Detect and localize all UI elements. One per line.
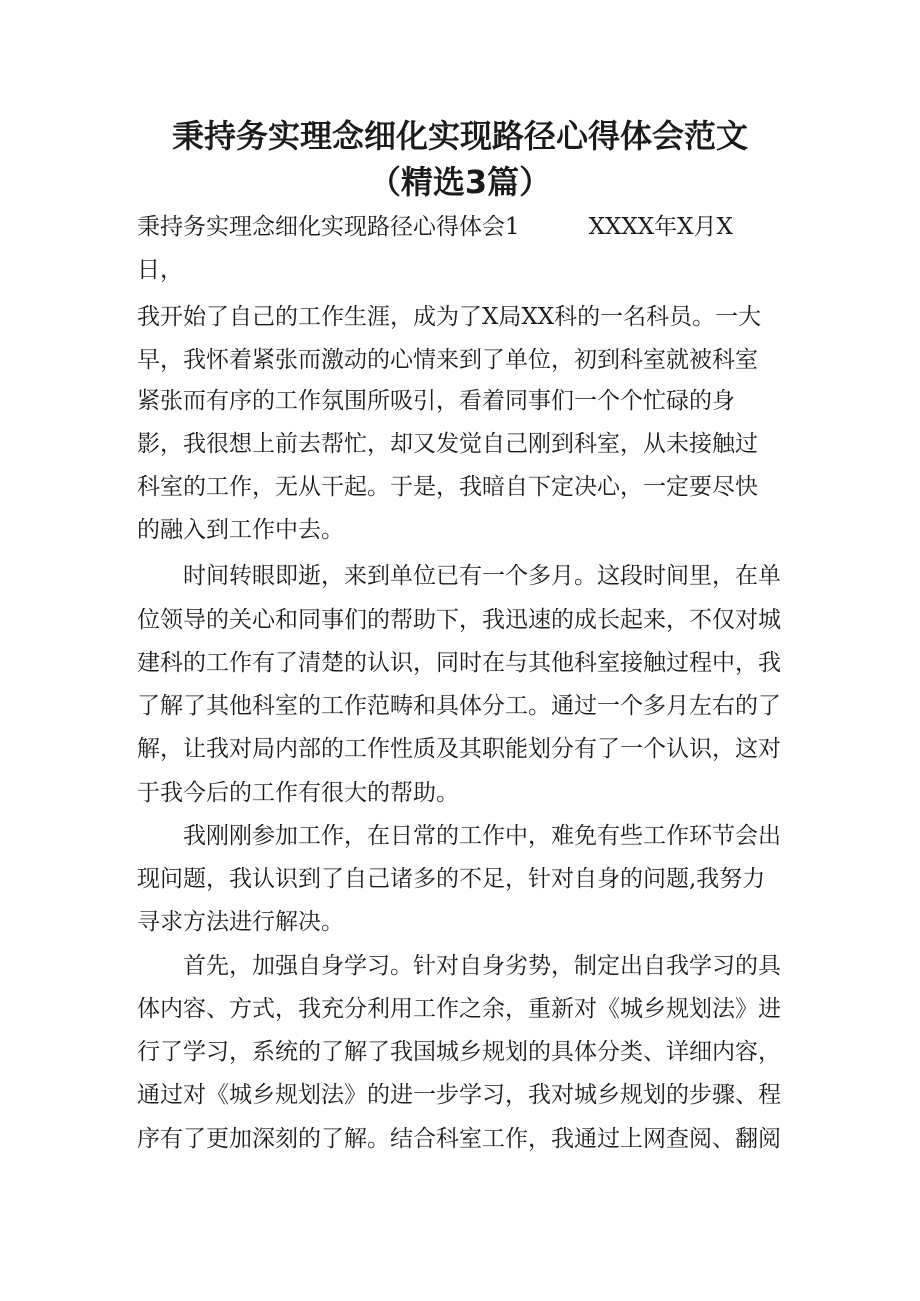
document-subtitle: （精选3篇） xyxy=(368,163,552,201)
body-line-4: 早，我怀着紧张而激动的心情来到了单位，初到科室就被科室 xyxy=(137,347,758,373)
body-line-10: 位领导的关心和同事们的帮助下，我迅速的成长起来，不仅对城 xyxy=(137,607,781,633)
body-line-19: 体内容、方式，我充分利用工作之余，重新对《城乡规划法》进 xyxy=(137,996,781,1022)
body-line-5: 紧张而有序的工作氛围所吸引，看着同事们一个个忙碌的身 xyxy=(137,388,735,414)
body-line-18: 首先，加强自身学习。针对自身劣势，制定出自我学习的具 xyxy=(137,953,781,979)
body-line-2: 日， xyxy=(137,257,183,283)
body-line-20: 行了学习，系统的了解了我国城乡规划的具体分类、详细内容， xyxy=(137,1039,781,1065)
body-line-14: 于我今后的工作有很大的帮助。 xyxy=(137,780,459,806)
body-line-13: 解，让我对局内部的工作性质及其职能划分有了一个认识，这对 xyxy=(137,736,781,762)
body-line-16: 现问题，我认识到了自己诸多的不足，针对自身的问题,我努力 xyxy=(137,866,766,892)
body-line-9: 时间转眼即逝，来到单位已有一个多月。这段时间里，在单 xyxy=(137,563,781,589)
body-line-6: 影，我很想上前去帮忙，却又发觉自己刚到科室，从未接触过 xyxy=(137,431,758,457)
body-line-17: 寻求方法进行解决。 xyxy=(137,909,344,935)
document-title: 秉持务实理念细化实现路径心得体会范文 xyxy=(171,117,748,155)
body-line-8: 的融入到工作中去。 xyxy=(137,517,344,543)
body-line-12: 了解了其他科室的工作范畴和具体分工。通过一个多月左右的了 xyxy=(137,693,781,719)
body-line-7: 科室的工作，无从干起。于是，我暗自下定决心，一定要尽快 xyxy=(137,474,758,500)
body-line-21: 通过对《城乡规划法》的进一步学习，我对城乡规划的步骤、程 xyxy=(137,1082,781,1108)
body-line-1: 秉持务实理念细化实现路径心得体会1 XXXX年X月X xyxy=(137,214,733,240)
body-line-22: 序有了更加深刻的了解。结合科室工作，我通过上网查阅、翻阅 xyxy=(137,1126,781,1152)
body-line-11: 建科的工作有了清楚的认识，同时在与其他科室接触过程中，我 xyxy=(137,650,781,676)
body-line-3: 我开始了自己的工作生涯，成为了X局XX科的一名科员。一大 xyxy=(137,304,762,330)
body-line-15: 我刚刚参加工作，在日常的工作中，难免有些工作环节会出 xyxy=(137,823,781,849)
